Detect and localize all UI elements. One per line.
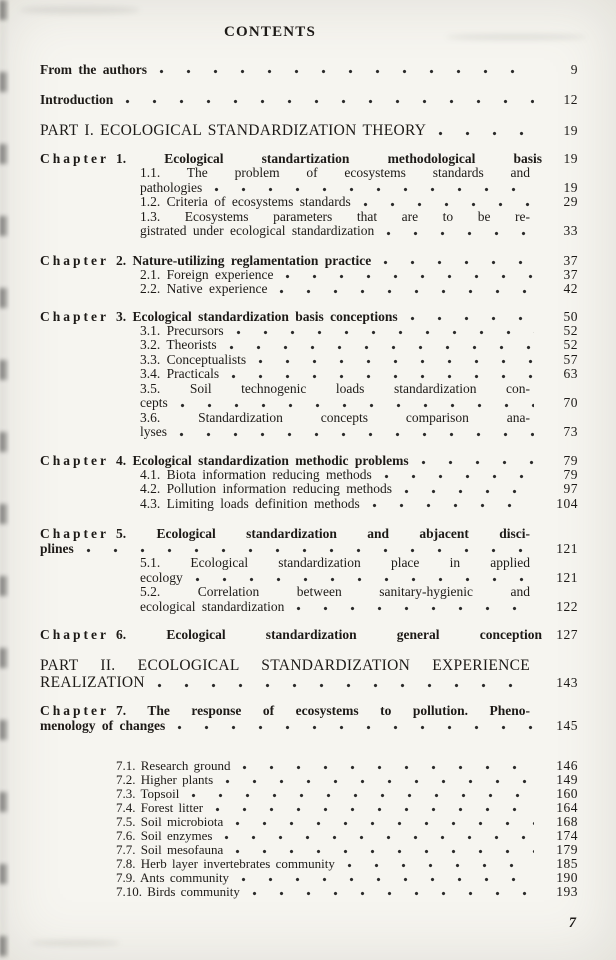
dot-leader xyxy=(372,503,534,508)
toc-entry-text: 7.1. Research ground xyxy=(116,758,231,773)
toc-row xyxy=(40,759,578,773)
toc-row xyxy=(40,92,578,107)
toc-row xyxy=(40,62,578,77)
toc-entry-text: 7.2. Higher plants xyxy=(116,772,214,787)
toc-page-number: 70 xyxy=(563,395,578,410)
toc-page-number: 33 xyxy=(563,223,578,238)
toc-entry-text: 5. Ecological standardization and abjacent disci- xyxy=(116,526,530,541)
toc-page-number: 19 xyxy=(563,179,578,195)
toc-page-number: 121 xyxy=(556,541,578,556)
toc-entry-text: 7.9. Ants community xyxy=(116,870,230,885)
toc-page-number: 193 xyxy=(556,884,578,899)
toc-row xyxy=(40,571,578,586)
toc-entry-text: plines xyxy=(40,541,74,556)
toc-page-number: 122 xyxy=(556,598,578,614)
toc-row xyxy=(40,600,578,615)
toc-row xyxy=(40,166,530,181)
chapter-label: Chapter xyxy=(40,452,109,468)
toc-page-number: 19 xyxy=(563,151,578,166)
dot-leader xyxy=(279,289,534,294)
toc-page-number: 9 xyxy=(570,62,578,77)
toc-row xyxy=(40,282,578,297)
toc-entry-text: 3.3. Conceptualists xyxy=(140,351,247,367)
toc-entry-text: PART I. ECOLOGICAL STANDARDIZATION THEORY xyxy=(40,122,427,139)
table-of-contents xyxy=(40,62,578,899)
dot-leader xyxy=(86,548,534,553)
toc-page-number: 121 xyxy=(556,569,578,585)
toc-row xyxy=(40,541,578,556)
toc-row xyxy=(40,703,530,718)
toc-page-number: 164 xyxy=(556,800,578,815)
toc-entry-text: 2.2. Native experience xyxy=(140,281,268,296)
toc-row xyxy=(40,151,578,166)
dot-leader xyxy=(285,274,534,279)
toc-page-number: 104 xyxy=(556,495,578,511)
dot-leader xyxy=(177,725,534,730)
toc-row xyxy=(40,324,578,339)
dot-leader xyxy=(410,316,534,321)
dot-leader xyxy=(235,849,534,854)
toc-row xyxy=(40,787,578,801)
dot-leader xyxy=(363,202,534,207)
dot-leader xyxy=(296,606,534,611)
toc-entry-text: 3.1. Precursors xyxy=(140,322,224,338)
dot-leader xyxy=(229,345,534,350)
toc-entry-text: 3.2. Theorists xyxy=(140,337,217,352)
toc-entry-text: 2.1. Foreign experience xyxy=(140,266,274,282)
chapter-label: Chapter xyxy=(40,526,109,541)
toc-row xyxy=(40,585,530,600)
toc-row xyxy=(40,181,578,196)
dot-leader xyxy=(236,330,534,335)
dot-leader xyxy=(180,403,534,408)
toc-entry-text: pathologies xyxy=(140,179,203,195)
toc-row xyxy=(40,843,578,857)
toc-row xyxy=(40,367,578,382)
toc-row xyxy=(40,718,578,733)
chapter-label: Chapter xyxy=(40,703,109,718)
toc-entry-text: 3.4. Practicals xyxy=(140,366,220,381)
toc-entry-text: 4.2. Pollution information reducing methods xyxy=(140,481,392,496)
toc-row xyxy=(40,210,530,225)
toc-page-number: 19 xyxy=(563,123,578,138)
toc-row xyxy=(40,396,578,411)
page-number: 7 xyxy=(568,915,576,931)
toc-row xyxy=(40,801,578,815)
toc-entry-text: 3.6. Standardization concepts comparison ana- xyxy=(140,409,530,425)
toc-row xyxy=(40,338,578,353)
toc-entry-text: PART II. ECOLOGICAL STANDARDIZATION EXPERIENCE xyxy=(40,657,530,674)
toc-entry-text: 7. The response of ecosystems to pollution. Pheno- xyxy=(116,703,530,718)
dot-leader xyxy=(125,99,534,104)
toc-row xyxy=(40,468,578,483)
chapter-label: Chapter xyxy=(40,308,109,324)
toc-entry-text: 5.1. Ecological standardization place in applied xyxy=(140,555,530,570)
page-footer xyxy=(40,915,578,932)
toc-page-number: 190 xyxy=(556,870,578,885)
dot-leader xyxy=(347,863,534,868)
toc-entry-text: 6. Ecological standardization general conception xyxy=(116,627,542,642)
toc-page-number: 168 xyxy=(556,814,578,829)
toc-entry-text: 5.2. Correlation between sanitary-hygienic and xyxy=(140,584,530,599)
toc-page-number: 52 xyxy=(563,337,578,352)
toc-page-number: 145 xyxy=(556,718,578,733)
chapter-label: Chapter xyxy=(40,627,109,642)
toc-entry-text: 4.1. Biota information reducing methods xyxy=(140,466,372,482)
toc-entry-text: From the authors xyxy=(40,62,147,77)
toc-entry-text: 1.1. The problem of ecosystems standards and xyxy=(140,165,530,180)
toc-entry-text: 7.3. Topsoil xyxy=(116,786,180,801)
dot-leader xyxy=(241,877,534,882)
dot-leader xyxy=(386,231,534,236)
dot-leader xyxy=(157,683,534,688)
toc-page-number: 79 xyxy=(563,452,578,468)
contents-title: CONTENTS xyxy=(223,24,317,40)
toc-row xyxy=(40,425,578,440)
toc-page-number: 52 xyxy=(563,322,578,338)
toc-row xyxy=(40,224,578,239)
toc-entry-text: 3.5. Soil technogenic loads standardization con- xyxy=(140,380,530,396)
toc-page-number: 97 xyxy=(563,481,578,496)
toc-row xyxy=(40,657,530,674)
toc-page-number: 73 xyxy=(563,424,578,439)
toc-page-number: 63 xyxy=(563,366,578,381)
toc-row xyxy=(40,526,530,541)
dot-leader xyxy=(404,489,534,494)
toc-page-number: 12 xyxy=(563,92,578,107)
toc-row xyxy=(40,309,578,324)
toc-page-number: 149 xyxy=(556,772,578,787)
toc-entry-text: 1.3. Ecosystems parameters that are to be re- xyxy=(140,208,530,224)
toc-row xyxy=(40,253,578,268)
toc-row xyxy=(40,353,578,368)
dot-leader xyxy=(383,260,534,265)
toc-row xyxy=(40,871,578,885)
toc-entry-text: 7.6. Soil enzymes xyxy=(116,828,213,843)
toc-entry-text: ecological standardization xyxy=(140,598,285,614)
toc-row xyxy=(40,497,578,512)
dot-leader xyxy=(384,474,534,479)
toc-page-number: 37 xyxy=(563,266,578,282)
dot-leader xyxy=(195,577,534,582)
toc-row xyxy=(40,885,578,899)
toc-entry-text: ecology xyxy=(140,569,183,585)
toc-row xyxy=(40,482,578,497)
toc-page-number: 160 xyxy=(556,786,578,801)
toc-entry-text: 1. Ecological standartization methodological basis xyxy=(116,151,542,166)
toc-row xyxy=(40,195,578,210)
dot-leader xyxy=(215,807,534,812)
toc-page-number: 42 xyxy=(563,281,578,296)
toc-row xyxy=(40,627,578,642)
toc-row xyxy=(40,829,578,843)
toc-page-number: 37 xyxy=(563,252,578,268)
dot-leader xyxy=(421,460,534,465)
toc-entry-text: gistrated under ecological standardization xyxy=(140,223,375,238)
toc-page-number: 57 xyxy=(563,351,578,367)
toc-entry-text: 4.3. Limiting loads definition methods xyxy=(140,495,360,511)
toc-row xyxy=(40,268,578,283)
dot-leader xyxy=(235,821,534,826)
dot-leader xyxy=(252,891,534,896)
toc-entry-text: 7.8. Herb layer invertebrates community xyxy=(116,856,335,871)
dot-leader xyxy=(159,69,534,74)
toc-entry-text: 3. Ecological standardization basis conceptions xyxy=(116,308,398,324)
dot-leader xyxy=(191,793,534,798)
dot-leader xyxy=(258,359,534,364)
toc-entry-text: 7.5. Soil microbiota xyxy=(116,814,224,829)
dot-leader xyxy=(225,779,534,784)
chapter-label: Chapter xyxy=(40,252,109,268)
toc-page-number: 174 xyxy=(556,828,578,843)
toc-row xyxy=(40,857,578,871)
toc-entry-text: Introduction xyxy=(40,92,114,107)
toc-row xyxy=(40,556,530,571)
toc-page-number: 143 xyxy=(556,675,578,690)
toc-row xyxy=(40,122,578,139)
toc-row xyxy=(40,674,578,691)
toc-entry-text: menology of changes xyxy=(40,718,166,733)
toc-entry-text: 7.10. Birds community xyxy=(116,884,240,899)
toc-page-number: 50 xyxy=(563,308,578,324)
toc-page-number: 29 xyxy=(563,194,578,209)
toc-page-number: 185 xyxy=(556,856,578,871)
toc-row xyxy=(40,815,578,829)
toc-entry-text: 2. Nature-utilizing reglamentation practice xyxy=(116,252,372,268)
dot-leader xyxy=(224,835,534,840)
toc-page-number: 127 xyxy=(556,627,578,642)
dot-leader xyxy=(231,374,534,379)
dot-leader xyxy=(214,187,534,192)
toc-page-number: 179 xyxy=(556,842,578,857)
toc-row xyxy=(40,382,530,397)
toc-entry-text: REALIZATION xyxy=(40,674,145,691)
toc-row xyxy=(40,411,530,426)
toc-entry-text: 7.4. Forest litter xyxy=(116,800,204,815)
toc-page-number: 146 xyxy=(556,758,578,773)
dot-leader xyxy=(438,131,534,136)
toc-entry-text: cepts xyxy=(140,395,168,410)
toc-entry-text: 4. Ecological standardization methodic problems xyxy=(116,452,409,468)
toc-entry-text: 7.7. Soil mesofauna xyxy=(116,842,224,857)
toc-row xyxy=(40,773,578,787)
chapter-label: Chapter xyxy=(40,151,109,166)
toc-page-number: 79 xyxy=(563,466,578,482)
dot-leader xyxy=(242,765,534,770)
dot-leader xyxy=(179,432,534,437)
toc-entry-text: 1.2. Criteria of ecosystems standards xyxy=(140,194,351,209)
toc-entry-text: lyses xyxy=(140,424,167,439)
toc-row xyxy=(40,453,578,468)
